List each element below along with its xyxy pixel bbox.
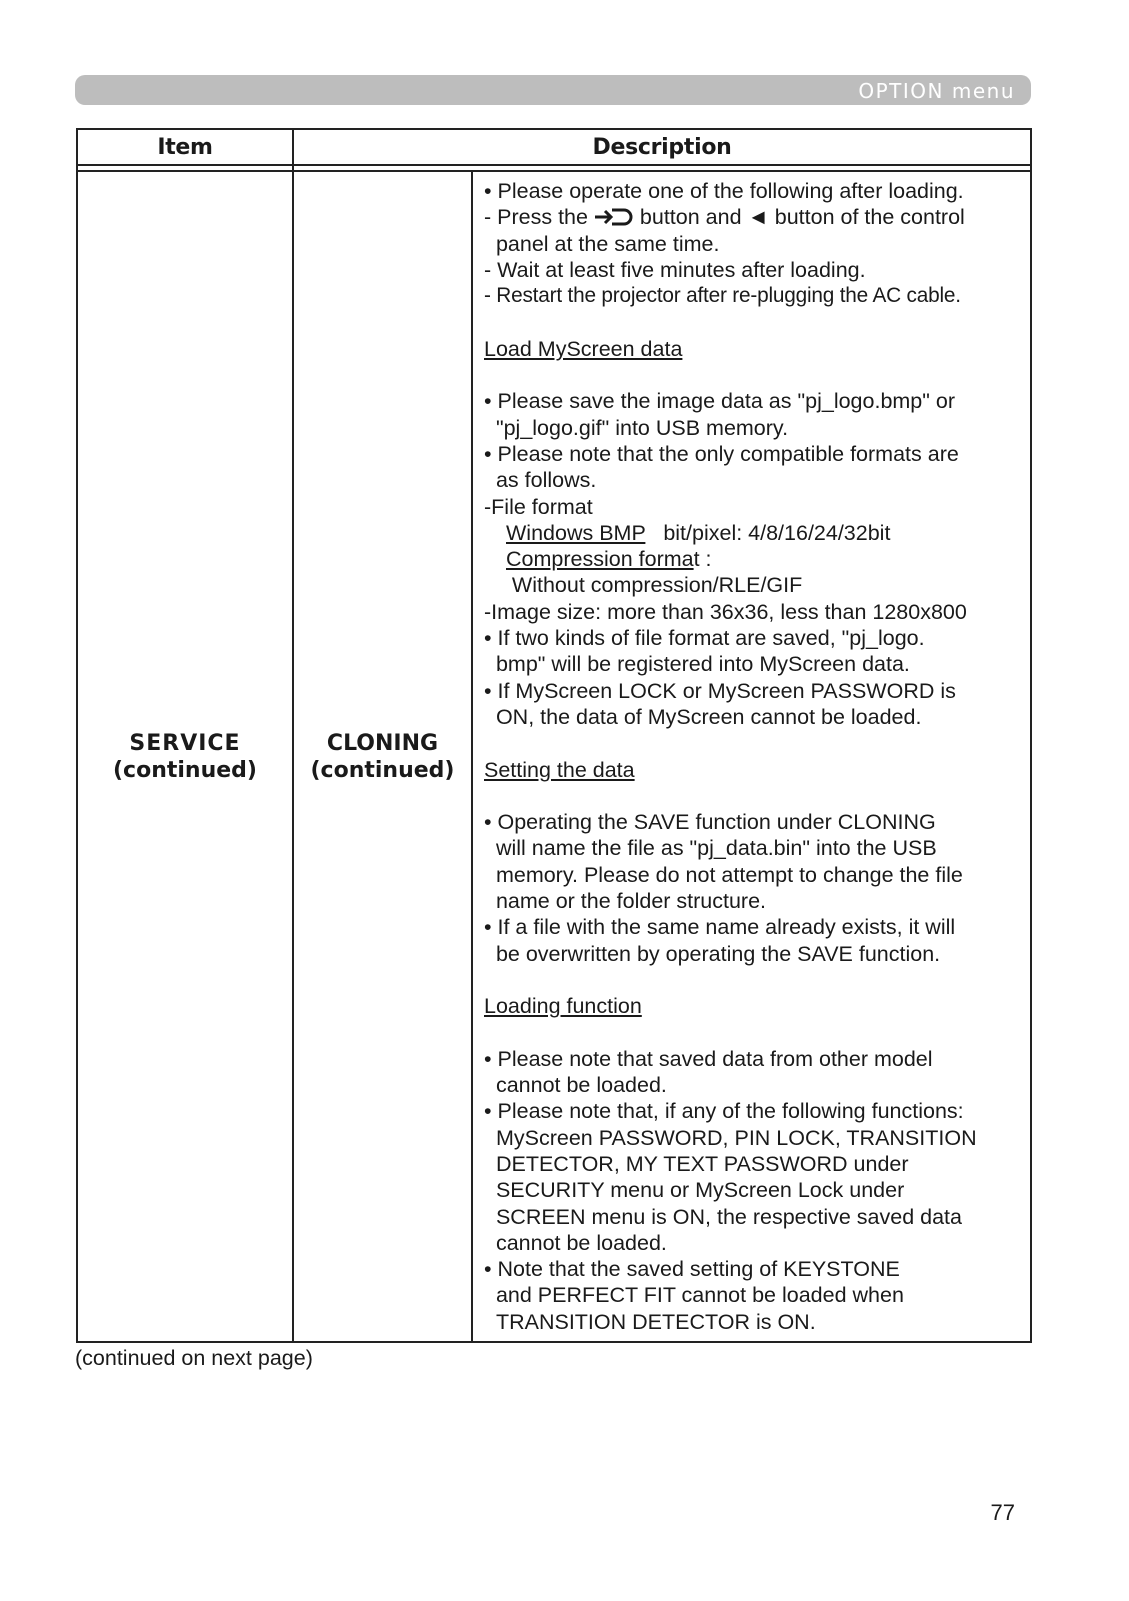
menu-title-bar bbox=[75, 75, 1031, 105]
column-header-item: Item bbox=[77, 129, 293, 165]
table-row bbox=[77, 171, 1031, 1342]
table-header-row bbox=[77, 129, 1031, 165]
menu-title: OPTION menu bbox=[858, 79, 1015, 103]
page-number: 77 bbox=[990, 1500, 1015, 1525]
desc-line: Windows BMP bit/pixel: 4/8/16/24/32bit bbox=[506, 520, 891, 545]
desc-line: be overwritten by operating the SAVE function. bbox=[484, 941, 941, 966]
item-service-continued: (continued) bbox=[113, 757, 257, 783]
desc-line: and PERFECT FIT cannot be loaded when bbox=[484, 1283, 904, 1308]
desc-line: will name the file as "pj_data.bin" into the USB bbox=[484, 836, 937, 861]
desc-line: • Note that the saved setting of KEYSTONE bbox=[484, 1257, 900, 1282]
desc-line: • Please note that, if any of the following functions: bbox=[484, 1099, 964, 1124]
desc-line: -Image size: more than 36x36, less than 1280x800 bbox=[484, 599, 967, 624]
desc-line: memory. Please do not attempt to change the file bbox=[484, 862, 963, 887]
desc-line: panel at the same time. bbox=[484, 231, 720, 256]
item-service: SERVICE bbox=[129, 730, 241, 756]
desc-line: SECURITY menu or MyScreen Lock under bbox=[484, 1178, 905, 1203]
item-cell-service bbox=[77, 171, 293, 1342]
section-heading-setting-data: Setting the data bbox=[484, 757, 635, 782]
desc-line: - Wait at least five minutes after loading. bbox=[484, 257, 866, 282]
desc-line: SCREEN menu is ON, the respective saved data bbox=[484, 1204, 962, 1229]
desc-line: as follows. bbox=[484, 468, 597, 493]
option-menu-table bbox=[76, 128, 1032, 1343]
column-header-description: Description bbox=[293, 129, 1031, 165]
desc-line: • Operating the SAVE function under CLONING bbox=[484, 810, 936, 835]
input-enter-icon bbox=[594, 207, 634, 227]
desc-line: name or the folder structure. bbox=[484, 889, 767, 914]
item-cloning-continued: (continued) bbox=[310, 757, 455, 783]
desc-line: • Please save the image data as "pj_logo.bmp" or bbox=[484, 389, 955, 414]
desc-line: bmp" will be registered into MyScreen data. bbox=[484, 652, 910, 677]
desc-line: cannot be loaded. bbox=[484, 1073, 667, 1098]
desc-line: -File format bbox=[484, 494, 593, 519]
continued-note: (continued on next page) bbox=[75, 1346, 313, 1370]
item-cell-cloning bbox=[293, 171, 472, 1342]
desc-line: Without compression/RLE/GIF bbox=[494, 573, 803, 598]
desc-line: - Restart the projector after re-plugging the AC cable. bbox=[484, 284, 961, 308]
desc-line: ON, the data of MyScreen cannot be loaded. bbox=[484, 704, 922, 729]
desc-line: DETECTOR, MY TEXT PASSWORD under bbox=[484, 1151, 909, 1176]
desc-line: • If MyScreen LOCK or MyScreen PASSWORD is bbox=[484, 678, 956, 703]
desc-line: • Please note that the only compatible formats are bbox=[484, 441, 959, 466]
desc-line: • Please operate one of the following after loading. bbox=[484, 179, 964, 203]
desc-line: • If two kinds of file format are saved, "pj_logo. bbox=[484, 626, 925, 651]
item-cloning: CLONING bbox=[326, 730, 439, 756]
desc-line: MyScreen PASSWORD, PIN LOCK, TRANSITION bbox=[484, 1125, 977, 1150]
section-heading-loading-function: Loading function bbox=[484, 994, 642, 1019]
desc-line: • Please note that saved data from other model bbox=[484, 1046, 933, 1071]
description-cell bbox=[472, 171, 1031, 1342]
desc-line: TRANSITION DETECTOR is ON. bbox=[484, 1309, 816, 1334]
desc-line: • If a file with the same name already exists, it will bbox=[484, 915, 956, 940]
section-heading-load-myscreen: Load MyScreen data bbox=[484, 336, 683, 361]
desc-line: "pj_logo.gif" into USB memory. bbox=[484, 415, 789, 440]
desc-line: - Press the button and ◄ button of the control bbox=[484, 205, 965, 230]
desc-line: cannot be loaded. bbox=[484, 1230, 667, 1255]
desc-line: Compression format : bbox=[506, 547, 712, 572]
